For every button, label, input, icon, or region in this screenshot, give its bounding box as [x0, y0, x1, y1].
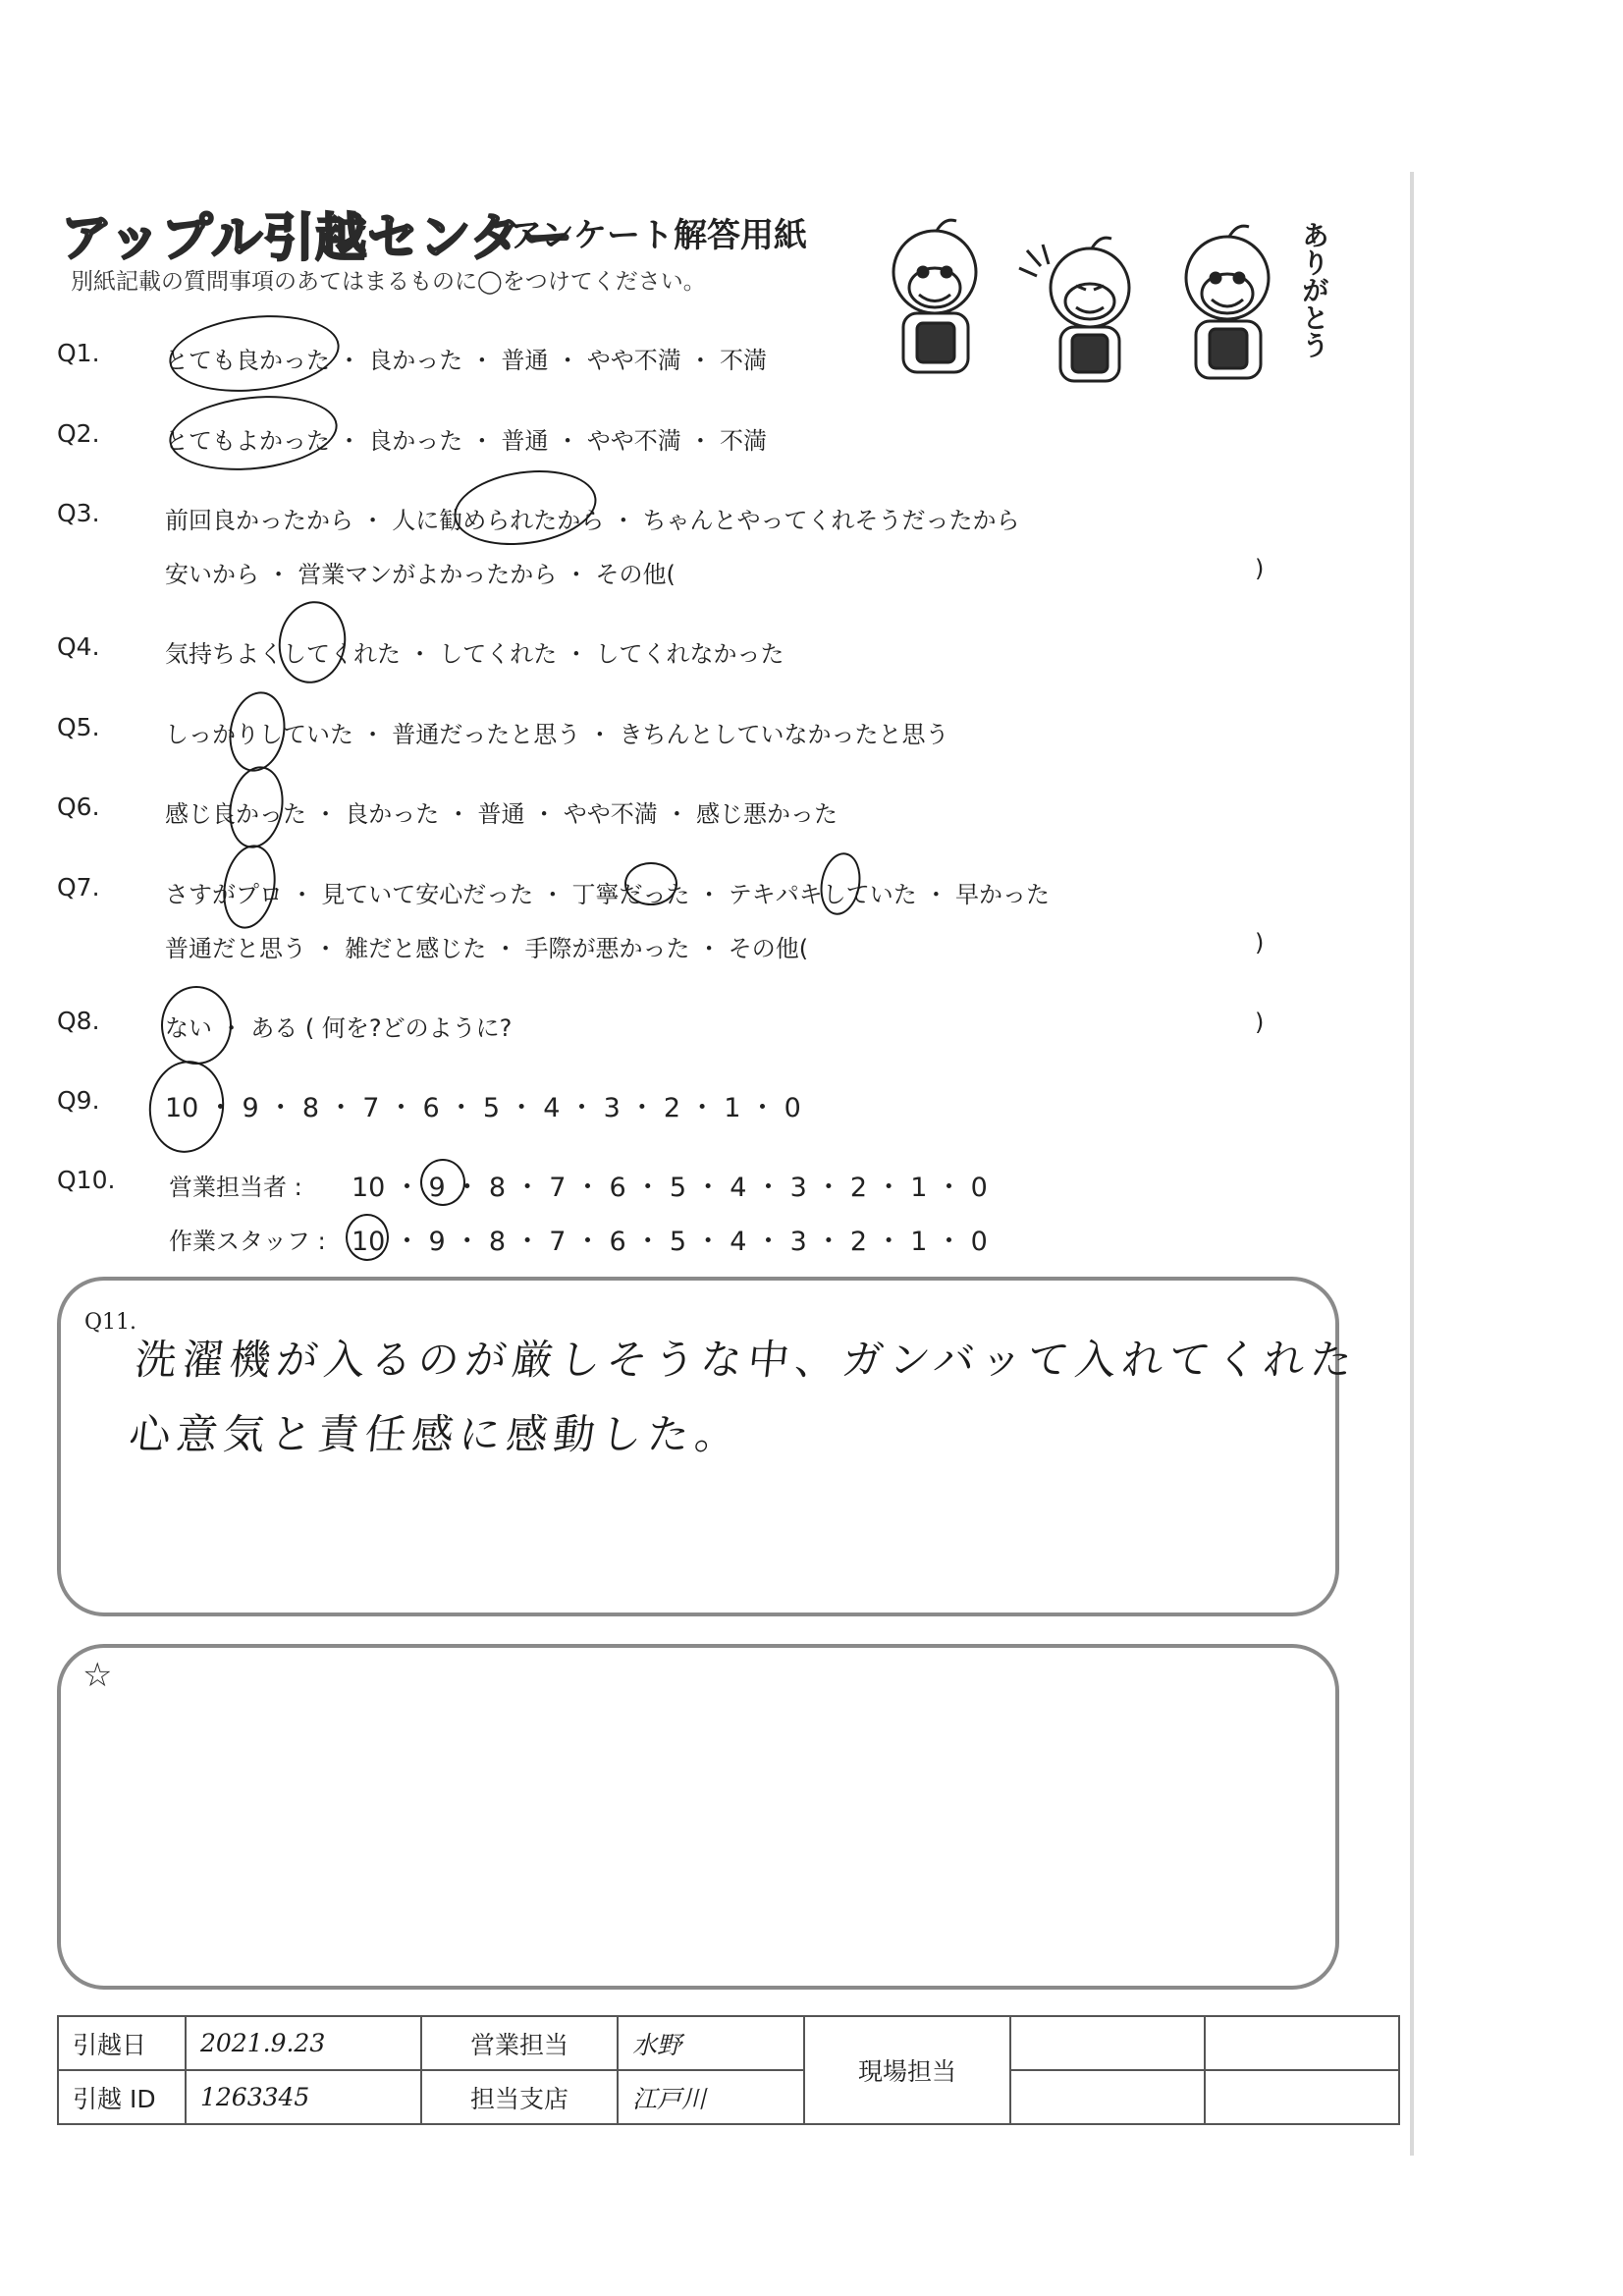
q3-number: Q3.	[57, 499, 100, 527]
q10-staff-label: 作業スタッフ :	[169, 1228, 326, 1255]
q3-close-paren: )	[1255, 555, 1265, 582]
q11-handwritten-line1: 洗濯機が入るのが厳しそうな中、ガンバッて入れてくれた	[133, 1336, 1361, 1384]
q7-number: Q7.	[57, 873, 100, 902]
selection-circle-q9	[143, 1056, 230, 1158]
q7-options-line2[interactable]: 普通だと思う ・ 雑だと感じた ・ 手際が悪かった ・ その他(	[165, 935, 809, 962]
instruction-text: 別紙記載の質問事項のあてはまるものに◯をつけてください。	[71, 269, 706, 295]
form-title: アンケート解答用紙	[509, 216, 807, 255]
move-id-label: 引越 ID	[58, 2070, 186, 2124]
q5-number: Q5.	[57, 713, 100, 741]
q8-number: Q8.	[57, 1007, 100, 1035]
q6-options[interactable]: 感じ良かった ・ 良かった ・ 普通 ・ やや不満 ・ 感じ悪かった	[165, 800, 839, 828]
q10-number: Q10.	[57, 1166, 116, 1194]
selection-circle-q7a	[217, 841, 282, 933]
move-id-value: 1263345	[186, 2070, 421, 2124]
mascot-caption: ありがとう	[1298, 221, 1330, 358]
q10-sales-scale[interactable]: 10 ・ 9 ・ 8 ・ 7 ・ 6 ・ 5 ・ 4 ・ 3 ・ 2 ・ 1 ・ 0	[352, 1173, 988, 1203]
site-rep-label: 現場担当	[804, 2016, 1010, 2124]
move-info-table	[57, 2015, 1400, 2125]
site-rep-cell-4	[1205, 2070, 1399, 2124]
q8-close-paren: )	[1255, 1009, 1265, 1036]
q2-number: Q2.	[57, 419, 100, 448]
q11-handwritten-line2: 心意気と責任感に感動した。	[127, 1410, 745, 1458]
star-comment-box	[57, 1644, 1339, 1990]
selection-circle-q5	[223, 687, 291, 776]
q9-number: Q9.	[57, 1086, 100, 1115]
site-rep-cell-2	[1205, 2016, 1399, 2070]
selection-circle-q4	[272, 596, 352, 689]
sales-rep-value: 水野	[618, 2016, 804, 2070]
q10-sales-label: 営業担当者 :	[169, 1174, 302, 1201]
move-date-value: 2021.9.23	[186, 2016, 421, 2070]
selection-circle-q3	[450, 462, 602, 554]
selection-circle-q8	[161, 986, 232, 1065]
sales-rep-label: 営業担当	[421, 2016, 618, 2070]
site-rep-cell-3	[1010, 2070, 1205, 2124]
selection-circle-q10-staff	[346, 1214, 389, 1261]
selection-circle-q6	[223, 762, 290, 852]
brand-logo-text: アップル引越センター	[61, 209, 574, 268]
star-label: ☆	[82, 1656, 113, 1695]
mascot-monkeys-illustration	[854, 211, 1325, 393]
branch-label: 担当支店	[421, 2070, 618, 2124]
q6-number: Q6.	[57, 793, 100, 821]
q4-options[interactable]: 気持ちよくしてくれた ・ してくれた ・ してくれなかった	[165, 640, 784, 668]
selection-circle-q1	[166, 307, 344, 400]
q5-options[interactable]: しっかりしていた ・ 普通だったと思う ・ きちんとしていなかったと思う	[165, 721, 949, 748]
q10-staff-scale[interactable]: 10 ・ 9 ・ 8 ・ 7 ・ 6 ・ 5 ・ 4 ・ 3 ・ 2 ・ 1 ・ 0	[352, 1227, 988, 1257]
q4-number: Q4.	[57, 632, 100, 661]
q9-scale[interactable]: 10 ・ 9 ・ 8 ・ 7 ・ 6 ・ 5 ・ 4 ・ 3 ・ 2 ・ 1 ・ 0	[165, 1093, 801, 1123]
q8-options[interactable]: ない ・ ある ( 何を?どのように?	[165, 1014, 513, 1042]
q1-number: Q1.	[57, 339, 100, 367]
selection-circle-q2	[166, 388, 342, 478]
q3-options-line2[interactable]: 安いから ・ 営業マンがよかったから ・ その他(	[165, 561, 676, 588]
q1-options[interactable]: とても良かった ・ 良かった ・ 普通 ・ やや不満 ・ 不満	[165, 347, 768, 374]
selection-circle-q7b	[624, 862, 677, 905]
q7-close-paren: )	[1255, 929, 1265, 957]
q11-label: Q11.	[84, 1310, 137, 1335]
q7-options[interactable]: さすがプロ ・ 見ていて安心だった ・ 丁寧だった ・ テキパキしていた ・ 早かった	[165, 881, 1051, 908]
q2-options[interactable]: とてもよかった ・ 良かった ・ 普通 ・ やや不満 ・ 不満	[165, 427, 768, 455]
scan-edge-line	[1410, 172, 1414, 2156]
selection-circle-q10-sales	[420, 1159, 465, 1206]
site-rep-cell-1	[1010, 2016, 1205, 2070]
branch-value: 江戸川	[618, 2070, 804, 2124]
q3-options[interactable]: 前回良かったから ・ 人に勧められたから ・ ちゃんとやってくれそうだったから	[165, 507, 1020, 534]
move-date-label: 引越日	[58, 2016, 186, 2070]
